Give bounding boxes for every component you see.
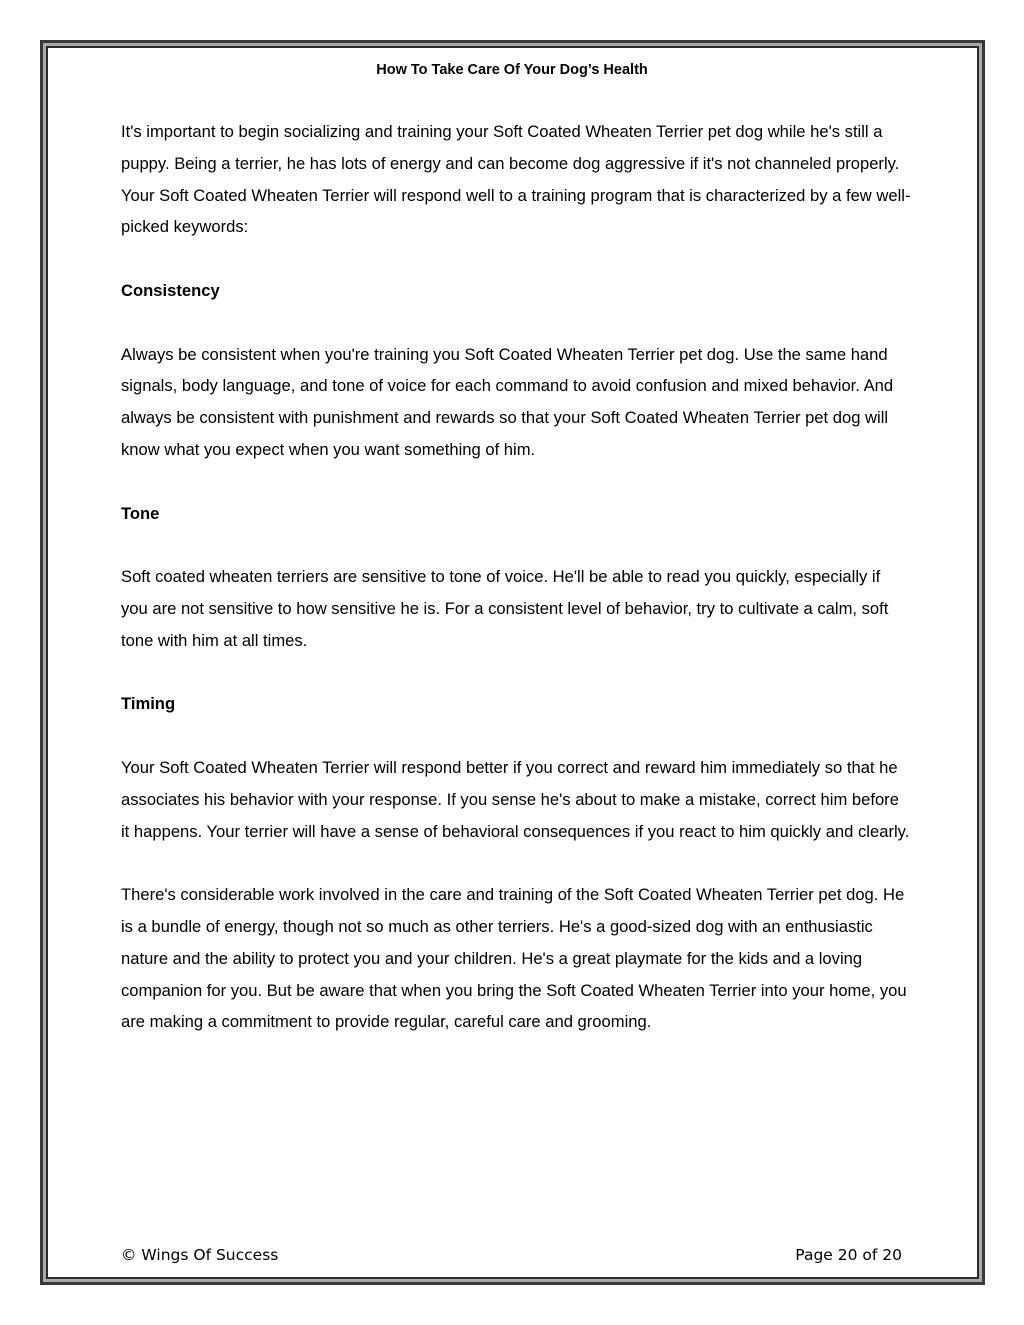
section-heading-timing: Timing (121, 694, 176, 714)
document-body (121, 116, 911, 1070)
section-heading-tone: Tone (121, 503, 160, 523)
footer-copyright: © Wings Of Success (121, 1246, 279, 1264)
closing-paragraph: There's considerable work involved in the care and training of the Soft Coated Wheaten Terrier pet dog. He is a bundle of energy, though not so much as other terriers. He's a good-sized dog with an enthusiastic nature and the ability to protect you and your children. He's a great playmate for the kids and a loving companion for you. But be aware that when you bring the Soft Coated Wheaten Terrier into your home, you are making a commitment to provide regular, careful care and grooming. (121, 885, 907, 1032)
section-body-tone: Soft coated wheaten terriers are sensitive to tone of voice. He'll be able to read you quickly, especially if you are not sensitive to how sensitive he is. For a consistent level of behavior, try to cultivate a calm, soft tone with him at all times. (121, 567, 889, 650)
footer-page-number: Page 20 of 20 (795, 1246, 902, 1264)
section-heading-consistency: Consistency (121, 280, 220, 300)
intro-paragraph: It's important to begin socializing and training your Soft Coated Wheaten Terrier pet dog while he's still a puppy. Being a terrier, he has lots of energy and can become dog aggressive if it's not channeled properly. Your Soft Coated Wheaten Terrier will respond well to a training program that is characterized by a few well-picked keywords: (121, 122, 911, 237)
section-body-timing: Your Soft Coated Wheaten Terrier will respond better if you correct and reward him immediately so that he associates his behavior with your response. If you sense he's about to make a mistake, correct him before it happens. Your terrier will have a sense of behavioral consequences if you react to him quickly and clearly. (121, 757, 910, 841)
section-body-consistency: Always be consistent when you're training you Soft Coated Wheaten Terrier pet dog. Use the same hand signals, body language, and tone of voice for each command to avoid confusion and mixed behavior. And always be consistent with punishment and rewards so that your Soft Coated Wheaten Terrier pet dog will know what you expect when you want something of him. (121, 344, 894, 459)
running-header: How To Take Care Of Your Dog’s Health (376, 62, 648, 78)
